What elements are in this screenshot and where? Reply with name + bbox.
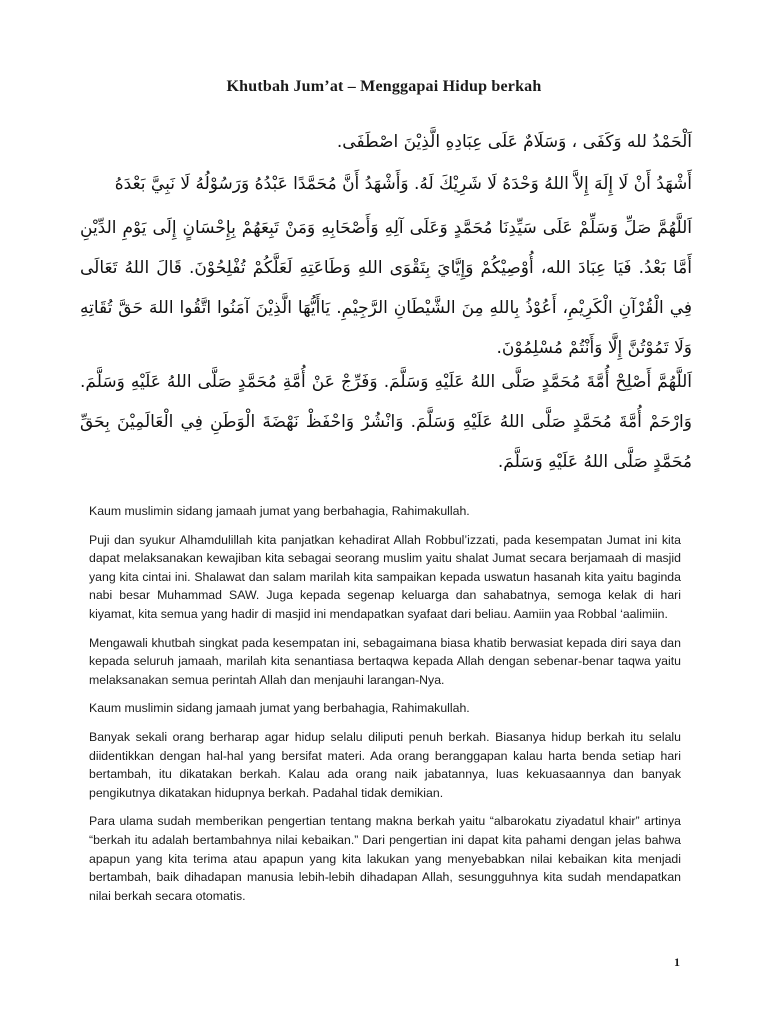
- arabic-syahadat: [80, 164, 692, 204]
- paragraph: Kaum muslimin sidang jamaah jumat yang berbahagia, Rahimakullah.: [89, 504, 470, 518]
- document-title: Khutbah Jum’at – Menggapai Hidup berkah: [226, 78, 542, 95]
- arabic-line: اَللَّهُمَّ أَصْلِحْ أُمَّةَ مُحَمَّدٍ صَلَّى اللهُ عَلَيْهِ وَسَلَّمَ. وَفَرِّجْ عَنْ أُمَّةِ مُحَمَّدٍ صَلَّى اللهُ عَلَيْهِ وَسَلَّمَ. وَارْحَمْ أُمَّةَ مُحَمَّدٍ صَلَّى اللهُ عَلَيْهِ وَسَلَّمَ. وَانْشُرْ وَاحْفَظْ نَهْضَةَ الْوَطَنِ فِي الْعَالَمِيْنَ بِحَقِّ مُحَمَّدٍ صَلَّى اللهُ عَلَيْهِ وَسَلَّمَ.: [80, 372, 692, 472]
- arabic-shalawat-wasiat: [80, 208, 692, 368]
- arabic-line: اَللَّهُمَّ صَلِّ وَسَلِّمْ عَلَى سَيِّدِنَا مُحَمَّدٍ وَعَلَى آلِهِ وَأَصْحَابِهِ وَمَنْ تَبِعَهُمْ بِإِحْسَانٍ إِلَى يَوْمِ الدِّيْنِ أَمَّا بَعْدُ. فَيَا عِبَادَ الله، أُوْصِيْكُمْ وَإِيَّايَ بِتَقْوَى اللهِ وَطَاعَتِهِ لَعَلَّكُمْ تُفْلِحُوْنَ. قَالَ اللهُ تَعَالَى فِي الْقُرْآنِ الْكَرِيْمِ، أَعُوْذُ بِاللهِ مِنَ الشَّيْطَانِ الرَّجِيْمِ. يَاأَيُّهَا الَّذِيْنَ آمَنُوا اتَّقُوا اللهَ حَقَّ تُقَاتِهِ وَلَا تَمُوْتُنَّ إِلَّا وَأَنْتُمْ مُسْلِمُوْنَ.: [80, 218, 692, 358]
- paragraph: Puji dan syukur Alhamdulillah kita panjatkan kehadirat Allah Robbul’izzati, pada kesempatan Jumat ini kita dapat melaksanakan kewajiban kita sebagai seorang muslim yaitu shalat Jumat secara berjamaah di masjid yang kita cintai ini. Shalawat dan salam marilah kita sampaikan kepada uswatun hasanah kita yaitu baginda nabi besar Muhammad SAW. Juga kepada segenap keluarga dan sahabatnya, semoga kelak di hari kiyamat, kita semua yang hadir di masjid ini mendapatkan syafaat dari beliau. Aamiin yaa Robbal ‘aalimiin.: [89, 532, 681, 621]
- paragraph: Banyak sekali orang berharap agar hidup selalu diliputi penuh berkah. Biasanya hidup berkah itu selalu diidentikkan dengan hal-hal yang bersifat materi. Ada orang beranggapan kalau harta benda setiap hari bertambah, itu dikatakan berkah. Kalau ada orang naik jabatannya, luas kekuasaannya dan banyak pengikutnya dikatakan hidupnya berkah. Padahal tidak demikian.: [89, 729, 681, 800]
- paragraph: Para ulama sudah memberikan pengertian tentang makna berkah yaitu “albarokatu ziyadatul khair” artinya “berkah itu adalah bertambahnya nilai kebaikan.” Dari pengertian ini dapat kita pahami dengan jelas bahwa apapun yang kita terima atau apapun yang kita lakukan yang menyebabkan nilai kebaikan kita menjadi bertambah, baik dihadapan manusia lebih-lebih dihadapan Allah, sesungguhnya kita sudah mendapatkan nilai berkah secara otomatis.: [89, 814, 681, 903]
- arabic-line: اَلْحَمْدُ لله وَكَفَى ، وَسَلَامٌ عَلَى عِبَادِهِ الَّذِيْنَ اصْطَفَى.: [336, 132, 692, 152]
- arabic-doa: [80, 362, 692, 482]
- paragraph: Mengawali khutbah singkat pada kesempatan ini, sebagaimana biasa khatib berwasiat kepada diri saya dan kepada seluruh jamaah, marilah kita senantiasa bertaqwa kepada Allah dengan sebenar-benar taqwa yaitu melaksanakan semua perintah Allah dan menjauhi larangan-Nya.: [89, 635, 681, 687]
- arabic-hamdalah: [80, 122, 692, 162]
- paragraph: Kaum muslimin sidang jamaah jumat yang berbahagia, Rahimakullah.: [89, 701, 470, 716]
- arabic-line: أَشْهَدُ أَنْ لَا إِلَهَ إِلاَّ اللهُ وَحْدَهُ لَا شَرِيْكَ لَهُ. وَأَشْهَدُ أَنَّ مُحَمَّدًا عَبْدُهُ وَرَسُوْلُهُ لَا نَبِيَّ بَعْدَهُ: [114, 174, 692, 194]
- body-text: [89, 502, 681, 915]
- page-number: 1: [674, 955, 680, 969]
